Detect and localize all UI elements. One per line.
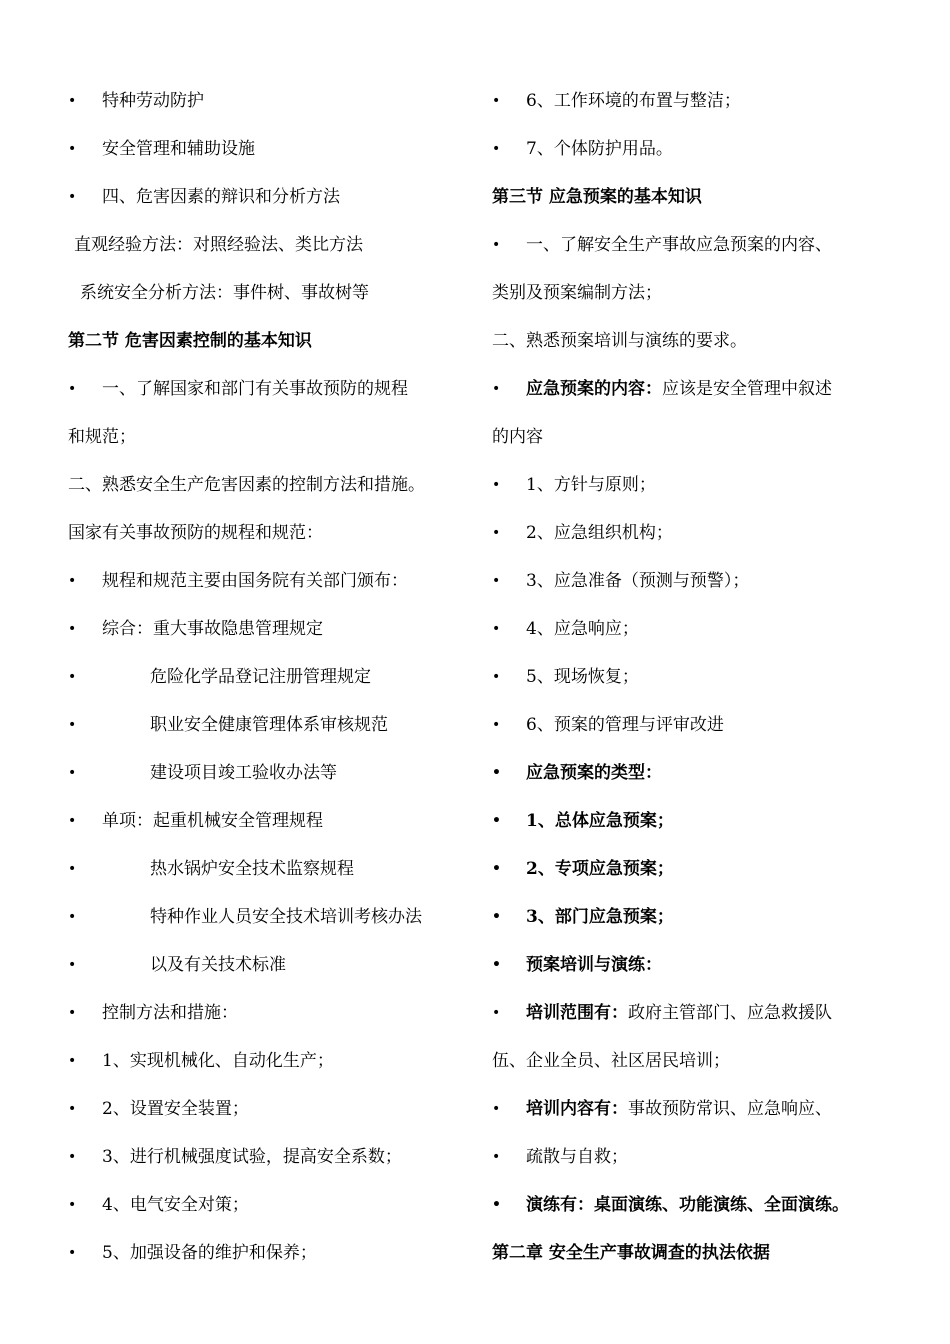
- line-text: 建设项目竣工验收办法等: [150, 763, 337, 783]
- bullet-icon: •: [68, 1149, 77, 1165]
- line-text: 国家有关事故预防的规程和规范：: [68, 523, 323, 543]
- text-line: [492, 461, 892, 509]
- text-line: [492, 749, 892, 797]
- bullet-icon: •: [68, 141, 77, 157]
- text-line: [68, 1229, 468, 1277]
- line-text: 危险化学品登记注册管理规定: [150, 667, 371, 687]
- bullet-icon: •: [492, 237, 501, 253]
- line-text: 3、部门应急预案；: [526, 907, 674, 927]
- line-text: 和规范；: [68, 427, 136, 447]
- line-text: 6、预案的管理与评审改进: [526, 715, 724, 735]
- text-line: [68, 269, 468, 317]
- line-text: 3、应急准备（预测与预警）；: [526, 571, 750, 591]
- text-line: [492, 701, 892, 749]
- bullet-icon: •: [492, 621, 501, 637]
- bullet-icon: •: [68, 861, 77, 877]
- line-text: 以及有关技术标准: [150, 955, 286, 975]
- text-line: [68, 1133, 468, 1181]
- text-line: [492, 125, 892, 173]
- text-line: [492, 413, 892, 461]
- bold-label: 培训范围有：: [526, 1003, 628, 1023]
- bullet-icon: •: [68, 909, 77, 925]
- text-line: [68, 509, 468, 557]
- text-line: [68, 461, 468, 509]
- line-text: 预案培训与演练：: [526, 955, 662, 975]
- bullet-icon: •: [492, 525, 501, 541]
- line-text: 疏散与自救；: [526, 1147, 628, 1167]
- bullet-icon: •: [492, 717, 501, 733]
- text-line: [492, 509, 892, 557]
- line-text: 系统安全分析方法：事件树、事故树等: [80, 283, 369, 303]
- text-line: [68, 845, 468, 893]
- line-text: 四、危害因素的辩识和分析方法: [102, 187, 340, 207]
- line-text-rest: 政府主管部门、应急救援队: [628, 1003, 832, 1023]
- bullet-icon: •: [68, 1005, 77, 1021]
- bullet-icon: •: [492, 1197, 501, 1213]
- line-text: [526, 989, 832, 1037]
- bullet-icon: •: [68, 189, 77, 205]
- text-line: [68, 221, 468, 269]
- line-text: 类别及预案编制方法；: [492, 283, 662, 303]
- bullet-icon: •: [68, 93, 77, 109]
- text-line: [492, 653, 892, 701]
- line-text: 4、电气安全对策；: [102, 1195, 249, 1215]
- line-text: 6、工作环境的布置与整洁；: [526, 91, 741, 111]
- line-text: 热水锅炉安全技术监察规程: [150, 859, 354, 879]
- text-line: [68, 557, 468, 605]
- line-text: 职业安全健康管理体系审核规范: [150, 715, 388, 735]
- line-text: 1、总体应急预案；: [526, 811, 674, 831]
- text-line: [68, 605, 468, 653]
- right-column: [492, 77, 892, 1277]
- bullet-icon: •: [492, 93, 501, 109]
- line-text: 2、应急组织机构；: [526, 523, 673, 543]
- bullet-icon: •: [68, 1245, 77, 1261]
- line-text: 特种劳动防护: [102, 91, 204, 111]
- section-heading: [68, 317, 468, 365]
- text-line: [492, 557, 892, 605]
- line-text: 3、进行机械强度试验，提高安全系数；: [102, 1147, 402, 1167]
- bullet-icon: •: [492, 765, 501, 781]
- bullet-icon: •: [492, 141, 501, 157]
- line-text: 二、熟悉安全生产危害因素的控制方法和措施。: [68, 475, 425, 495]
- line-text: 1、方针与原则；: [526, 475, 656, 495]
- line-text: 一、了解国家和部门有关事故预防的规程: [102, 379, 408, 399]
- section-heading: [492, 1229, 892, 1277]
- bullet-icon: •: [492, 861, 501, 877]
- text-line: [68, 653, 468, 701]
- bullet-icon: •: [492, 381, 501, 397]
- text-line: [68, 1085, 468, 1133]
- text-line: [492, 797, 892, 845]
- text-line: [492, 269, 892, 317]
- line-text: 规程和规范主要由国务院有关部门颁布：: [102, 571, 408, 591]
- text-line: [492, 1133, 892, 1181]
- text-line: [68, 125, 468, 173]
- left-column: [68, 77, 468, 1277]
- bullet-icon: •: [68, 957, 77, 973]
- text-line: [68, 413, 468, 461]
- text-line: [492, 317, 892, 365]
- line-text: [526, 1085, 832, 1133]
- text-line: [68, 797, 468, 845]
- bullet-icon: •: [68, 621, 77, 637]
- bullet-icon: •: [492, 1005, 501, 1021]
- line-text: 2、设置安全装置；: [102, 1099, 249, 1119]
- bullet-icon: •: [68, 765, 77, 781]
- line-text-rest: 应该是安全管理中叙述: [662, 379, 832, 399]
- bullet-icon: •: [68, 1197, 77, 1213]
- line-text: 的内容: [492, 427, 543, 447]
- line-text: 安全管理和辅助设施: [102, 139, 255, 159]
- bullet-icon: •: [492, 957, 501, 973]
- line-text-rest: 事故预防常识、应急响应、: [628, 1099, 832, 1119]
- line-text: 1、实现机械化、自动化生产；: [102, 1051, 334, 1071]
- text-line: [492, 941, 892, 989]
- line-text: 第二章 安全生产事故调查的执法依据: [492, 1243, 770, 1263]
- line-text: 单项：起重机械安全管理规程: [102, 811, 323, 831]
- text-line: [68, 1181, 468, 1229]
- text-line: [68, 365, 468, 413]
- bold-label: 培训内容有：: [526, 1099, 628, 1119]
- text-line: [68, 77, 468, 125]
- line-text: 第三节 应急预案的基本知识: [492, 187, 702, 207]
- bullet-icon: •: [492, 477, 501, 493]
- section-heading: [492, 173, 892, 221]
- bullet-icon: •: [68, 669, 77, 685]
- line-text: 5、加强设备的维护和保养；: [102, 1243, 317, 1263]
- text-line: [492, 893, 892, 941]
- bullet-icon: •: [492, 909, 501, 925]
- line-text: 控制方法和措施：: [102, 1003, 238, 1023]
- text-line: [68, 749, 468, 797]
- line-text: [526, 365, 832, 413]
- line-text: 2、专项应急预案；: [526, 859, 674, 879]
- line-text: 4、应急响应；: [526, 619, 639, 639]
- line-text: 综合：重大事故隐患管理规定: [102, 619, 323, 639]
- line-text: 直观经验方法：对照经验法、类比方法: [74, 235, 363, 255]
- line-text: 特种作业人员安全技术培训考核办法: [150, 907, 422, 927]
- bullet-icon: •: [68, 717, 77, 733]
- line-text: 应急预案的类型：: [526, 763, 662, 783]
- text-line: [68, 989, 468, 1037]
- text-line: [68, 173, 468, 221]
- text-line: [68, 701, 468, 749]
- bullet-icon: •: [68, 1101, 77, 1117]
- text-line: [68, 941, 468, 989]
- text-line: [492, 1181, 892, 1229]
- bullet-icon: •: [492, 669, 501, 685]
- bold-label: 应急预案的内容：: [526, 379, 662, 399]
- text-line: [492, 1037, 892, 1085]
- bullet-icon: •: [492, 1101, 501, 1117]
- bullet-icon: •: [68, 1053, 77, 1069]
- text-line: [492, 365, 892, 413]
- line-text: 二、熟悉预案培训与演练的要求。: [492, 331, 747, 351]
- bullet-icon: •: [68, 573, 77, 589]
- text-line: [492, 845, 892, 893]
- bullet-icon: •: [492, 1149, 501, 1165]
- line-text: 一、了解安全生产事故应急预案的内容、: [526, 235, 832, 255]
- line-text: 演练有：桌面演练、功能演练、全面演练。: [526, 1195, 849, 1215]
- line-text: 伍、企业全员、社区居民培训；: [492, 1051, 730, 1071]
- line-text: 7、个体防护用品。: [526, 139, 673, 159]
- bullet-icon: •: [492, 573, 501, 589]
- bullet-icon: •: [68, 381, 77, 397]
- text-line: [68, 1037, 468, 1085]
- text-line: [492, 1085, 892, 1133]
- text-line: [492, 77, 892, 125]
- text-line: [492, 989, 892, 1037]
- line-text: 5、现场恢复；: [526, 667, 639, 687]
- line-text: 第二节 危害因素控制的基本知识: [68, 331, 312, 351]
- bullet-icon: •: [68, 813, 77, 829]
- bullet-icon: •: [492, 813, 501, 829]
- text-line: [492, 605, 892, 653]
- text-line: [492, 221, 892, 269]
- text-line: [68, 893, 468, 941]
